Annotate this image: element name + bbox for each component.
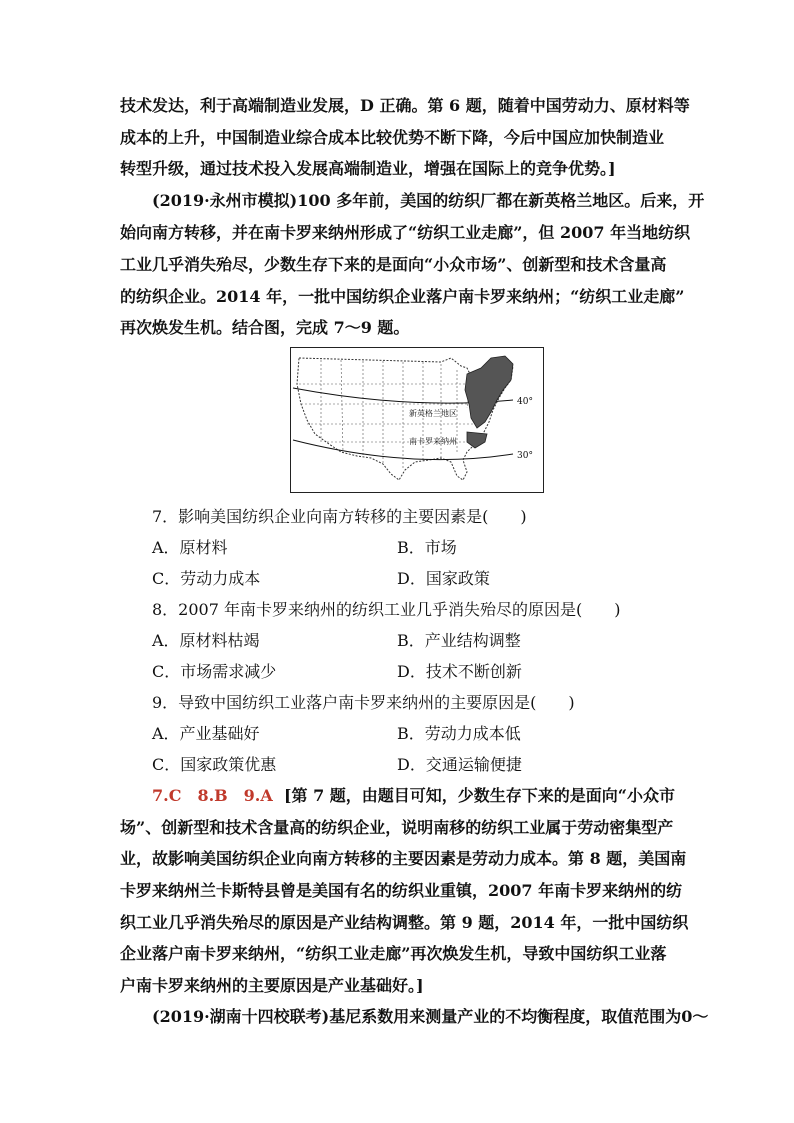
next-passage-line: (2019·湖南十四校联考)基尼系数用来测量产业的不均衡程度，取值范围为0～ <box>152 1007 709 1026</box>
answer-line-2: 场”、创新型和技术含量高的纺织企业，说明南移的纺织工业属于劳动密集型产 <box>120 818 674 837</box>
answer-key: 7.C 8.B 9.A <box>152 786 273 805</box>
intro-line-3: 转型升级，通过技术投入发展高端制造业，增强在国际上的竞争优势。] <box>120 159 616 178</box>
answer-line-4: 卡罗来纳州兰卡斯特县曾是美国有名的纺织业重镇，2007 年南卡罗来纳州的纺 <box>120 881 683 900</box>
question-8-option-c: C．市场需求减少 <box>152 662 277 681</box>
question-9-stem: 9．导致中国纺织工业落户南卡罗来纳州的主要原因是( ) <box>152 693 575 712</box>
question-7-option-b: B．市场 <box>397 538 457 557</box>
passage-line-2: 始向南方转移，并在南卡罗来纳州形成了“纺织工业走廊”，但 2007 年当地纺织 <box>120 223 691 242</box>
lat-40-label: 40° <box>517 397 533 407</box>
question-8-option-a: A．原材料枯竭 <box>152 631 260 650</box>
us-map-svg <box>291 348 543 492</box>
question-8-option-b: B．产业结构调整 <box>397 631 521 650</box>
answer-line-6: 企业落户南卡罗来纳州，“纺织工业走廊”再次焕发生机，导致中国纺织工业落 <box>120 944 667 963</box>
passage-line-5: 再次焕发生机。结合图，完成 7～9 题。 <box>120 318 410 337</box>
question-9-option-a: A．产业基础好 <box>152 724 260 743</box>
answer-line-5: 织工业几乎消失殆尽的原因是产业结构调整。第 9 题，2014 年，一批中国纺织 <box>120 913 689 932</box>
answer-text-1: [第 7 题，由题目可知，少数生存下来的是面向“小众市 <box>283 786 675 805</box>
answer-line-7: 户南卡罗来纳州的主要原因是产业基础好。] <box>120 976 424 995</box>
intro-line-2: 成本的上升，中国制造业综合成本比较优势不断下降，今后中国应加快制造业 <box>120 128 665 147</box>
us-map-figure <box>290 347 544 493</box>
south-carolina-label: 南卡罗来纳州 <box>409 437 457 446</box>
new-england-label: 新英格兰地区 <box>409 409 457 418</box>
question-9-option-c: C．国家政策优惠 <box>152 755 277 774</box>
question-7-option-d: D．国家政策 <box>397 569 490 588</box>
answer-line-1 <box>152 785 675 807</box>
question-7-option-c: C．劳动力成本 <box>152 569 261 588</box>
question-8-stem: 8．2007 年南卡罗来纳州的纺织工业几乎消失殆尽的原因是( ) <box>152 600 621 619</box>
question-9-option-d: D．交通运输便捷 <box>397 755 522 774</box>
lat-30-label: 30° <box>517 451 533 461</box>
question-8-option-d: D．技术不断创新 <box>397 662 522 681</box>
question-7-stem: 7．影响美国纺织企业向南方转移的主要因素是( ) <box>152 507 527 526</box>
intro-line-1: 技术发达，利于高端制造业发展，D 正确。第 6 题，随着中国劳动力、原材料等 <box>120 96 690 115</box>
question-7-option-a: A．原材料 <box>152 538 228 557</box>
passage-line-3: 工业几乎消失殆尽，少数生存下来的是面向“小众市场”、创新型和技术含量高 <box>120 255 667 274</box>
passage-line-4: 的纺织企业。2014 年，一批中国纺织企业落户南卡罗来纳州；“纺织工业走廊” <box>120 287 685 306</box>
question-9-option-b: B．劳动力成本低 <box>397 724 521 743</box>
answer-line-3: 业，故影响美国纺织企业向南方转移的主要因素是劳动力成本。第 8 题，美国南 <box>120 849 687 868</box>
passage-line-1: (2019·永州市模拟)100 多年前，美国的纺织厂都在新英格兰地区。后来，开 <box>152 191 705 210</box>
